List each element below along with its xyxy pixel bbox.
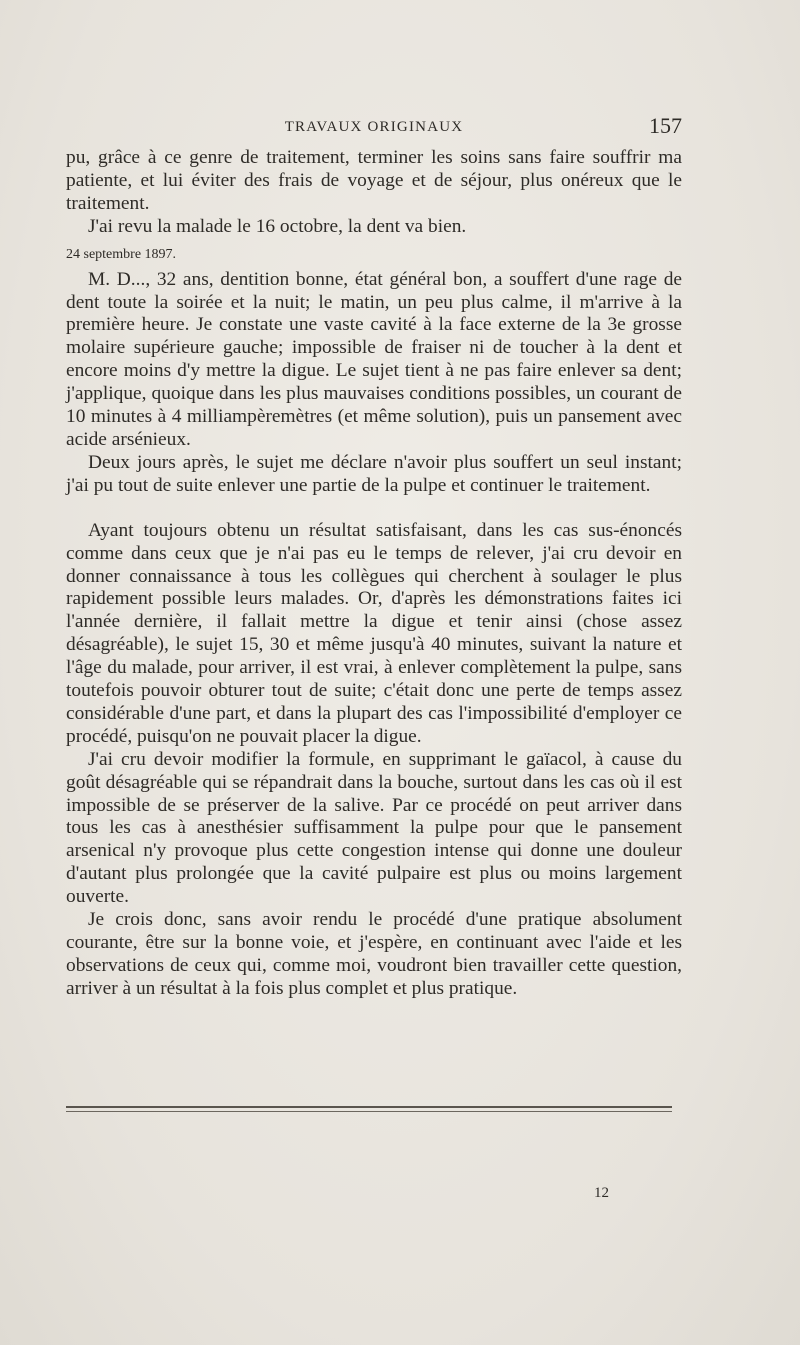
paragraph-conclusion-3: Je crois donc, sans avoir rendu le procédé d'une pratique absolument courante, être sur la bonne voie, et j'espère, en continuant avec l'aide et les observations de ceux qui, comme moi, voudront bien travailler cette question, arriver à un résultat à la fois plus complet et plus pratique. — [66, 909, 682, 999]
section-gap — [66, 498, 682, 520]
case-date: 24 septembre 1897. — [66, 246, 177, 262]
rule-thin — [66, 1111, 672, 1112]
paragraph-followup: J'ai revu la malade le 16 octobre, la dent va bien. — [88, 215, 467, 237]
body-text — [66, 147, 682, 1001]
rule-thick — [66, 1106, 672, 1108]
running-header — [66, 113, 682, 143]
signature-mark: 12 — [594, 1185, 609, 1201]
paragraph-conclusion-1: Ayant toujours obtenu un résultat satisfaisant, dans les cas sus-énoncés comme dans ceux que je n'ai pas eu le temps de relever, j'ai cru devoir en donner connaissance à tous les collègues qui cherchent à soulager le plus rapidement possible leurs malades. Or, d'après les démonstrations faites ici l'année dernière, il fallait mettre la digue et tenir ainsi (chose assez désagréable), le sujet 15, 30 et même jusqu'à 40 minutes, suivant la nature et l'âge du malade, pour arriver, il est vrai, à enlever complètement la pulpe, sans toutefois pouvoir obturer tout de suite; c'était donc une perte de temps assez considérable d'une part, et dans la plupart des cas l'impossibilité d'employer ce procédé, puisqu'on ne pouvait placer la digue. — [66, 519, 682, 747]
running-title: TRAVAUX ORIGINAUX — [284, 119, 464, 135]
page-number: 157 — [649, 113, 682, 138]
paragraph-continuation: pu, grâce à ce genre de traitement, terminer les soins sans faire souffrir ma patiente, et lui éviter des frais de voyage et de séjour, plus onéreux que le traitement. — [66, 147, 682, 214]
paragraph-case-report: M. D..., 32 ans, dentition bonne, état général bon, a souffert d'une rage de dent toute la soirée et la nuit; le matin, un peu plus calme, il m'arrive à la première heure. Je constate une vaste cavité à la face externe de la 3e grosse molaire supérieure gauche; impossible de fraiser ni de toucher à la dent et encore moins d'y mettre la digue. Le sujet tient à ne pas faire enlever sa dent; j'applique, quoique dans les plus mauvaises conditions possibles, un courant de 10 minutes à 4 milliampèremètres (et même solution), puis un pansement avec acide arsénieux. — [66, 268, 682, 450]
double-rule — [66, 1106, 672, 1115]
paragraph-case-outcome: Deux jours après, le sujet me déclare n'avoir plus souffert un seul instant; j'ai pu tout de suite enlever une partie de la pulpe et continuer le traitement. — [66, 451, 682, 496]
paragraph-conclusion-2: J'ai cru devoir modifier la formule, en supprimant le gaïacol, à cause du goût désagréable qui se répandrait dans la bouche, surtout dans les cas où il est impossible de se préserver de la salive. Par ce procédé on peut arriver dans tous les cas à anesthésier suffisamment la pulpe pour que le pansement arsenical n'y provoque plus cette congestion intense qui donne une douleur d'autant plus prolongée que la cavité pulpaire est plus ou moins largement ouverte. — [66, 748, 682, 908]
